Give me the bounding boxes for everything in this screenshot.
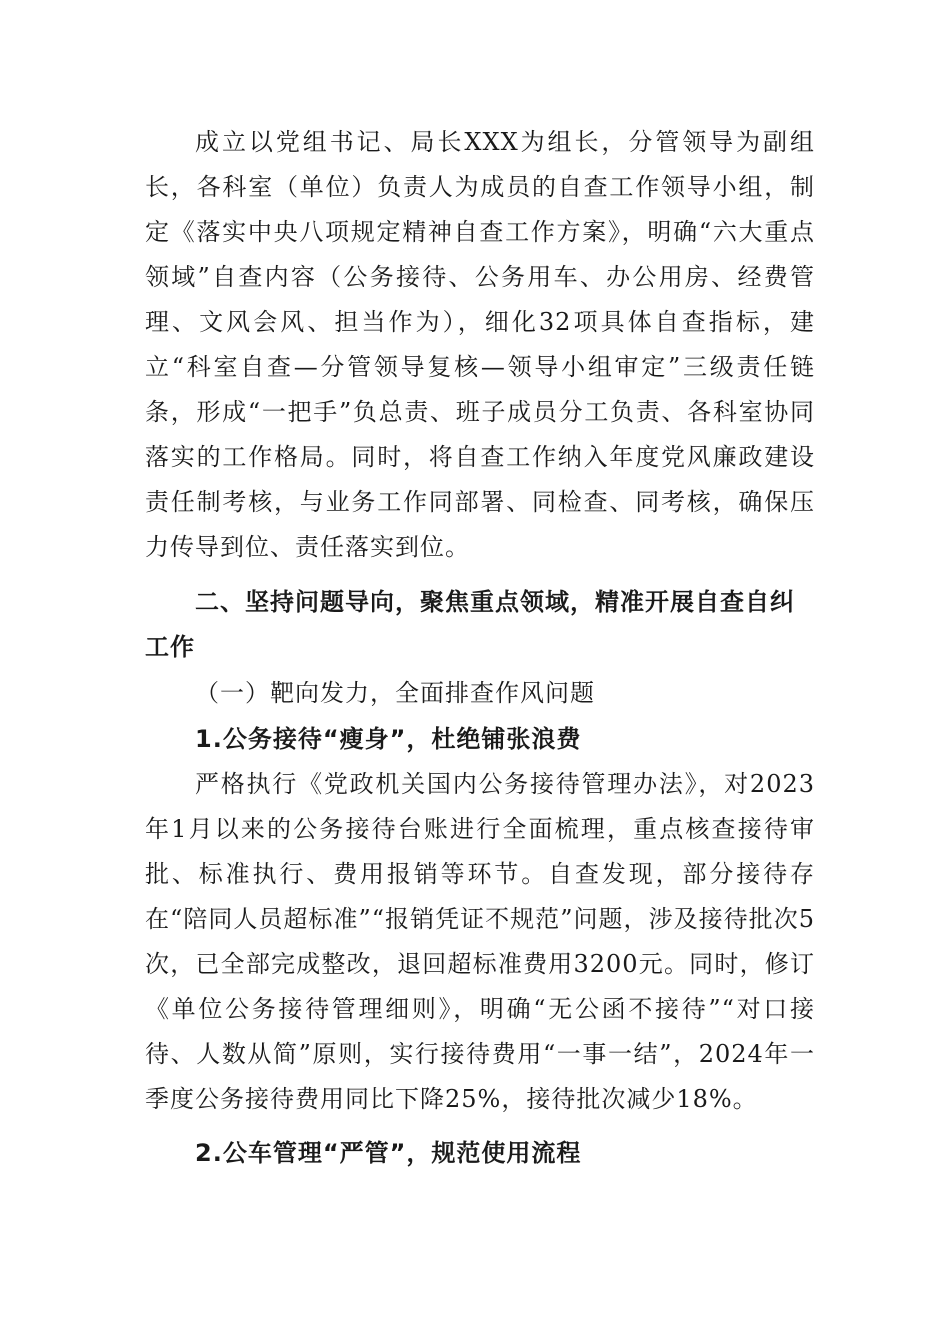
paragraph-reception: 严格执行《党政机关国内公务接待管理办法》，对2023年1月以来的公务接待台账进行全面梳理，重点核查接待审批、标准执行、费用报销等环节。自查发现，部分接待存在“陪同人员超标准”“报销凭证不规范”问题，涉及接待批次5次，已全部完成整改，退回超标准费用3200元。同时，修订《单位公务接待管理细则》，明确“无公函不接待”“对口接待、人数从简”原则，实行接待费用“一事一结”，2024年一季度公务接待费用同比下降25%，接待批次减少18%。 [145,770,815,1113]
spacer [145,570,815,578]
paragraph-leading-group: 成立以党组书记、局长XXX为组长，分管领导为副组长，各科室（单位）负责人为成员的自查工作领导小组，制定《落实中央八项规定精神自查工作方案》，明确“六大重点领域”自查内容（公务接待、公务用车、办公用房、经费管理、文风会风、担当作为），细化32项具体自查指标，建立“科室自查—分管领导复核—领导小组审定”三级责任链条，形成“一把手”负总责、班子成员分工负责、各科室协同落实的工作格局。同时，将自查工作纳入年度党风廉政建设责任制考核，与业务工作同部署、同检查、同考核，确保压力传导到位、责任落实到位。 [145,128,815,561]
section-heading-2: 二、坚持问题导向，聚焦重点领域，精准开展自查自纠工作 [145,588,795,661]
item-heading-vehicles: 2.公车管理“严管”，规范使用流程 [195,1139,582,1167]
item-heading-reception: 1.公务接待“瘦身”，杜绝铺张浪费 [195,725,582,753]
spacer [145,1122,815,1130]
document-body [145,120,815,1176]
subsection-heading-1: （一）靶向发力，全面排查作风问题 [195,679,595,707]
